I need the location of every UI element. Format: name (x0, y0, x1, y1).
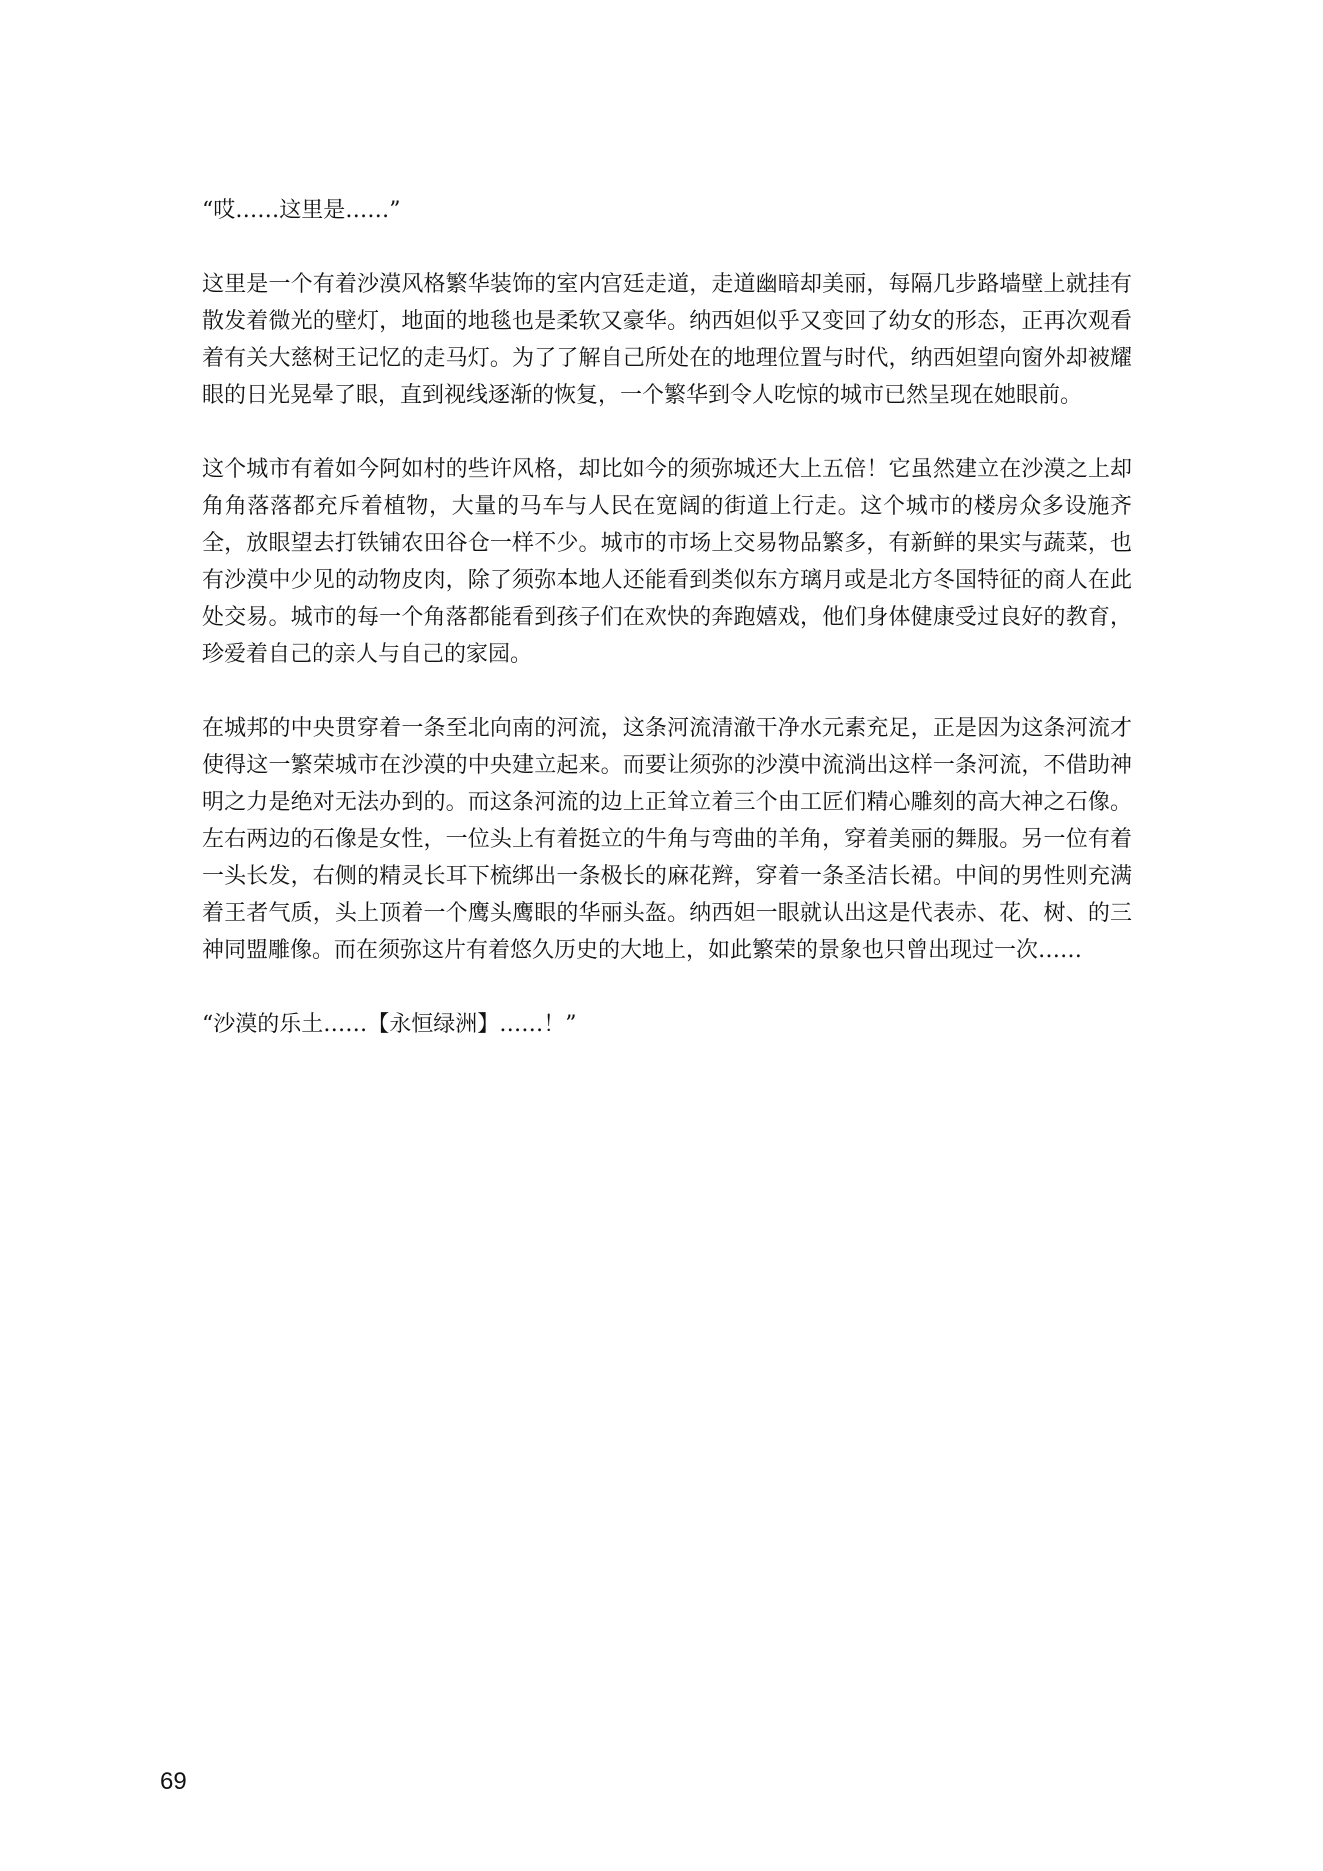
page-number: 69 (160, 1768, 187, 1795)
paragraph-dialogue-opening: “哎……这里是……” (202, 198, 401, 223)
paragraph-river-statues: 在城邦的中央贯穿着一条至北向南的河流，这条河流清澈干净水元素充足，正是因为这条河流才使得这一繁荣城市在沙漠的中央建立起来。而要让须弥的沙漠中流淌出这样一条河流，不借助神明之力是绝对无法办到的。而这条河流的边上正耸立着三个由工匠们精心雕刻的高大神之石像。左右两边的石像是女性，一位头上有着挺立的牛角与弯曲的羊角，穿着美丽的舞服。另一位有着一头长发，右侧的精灵长耳下梳绑出一条极长的麻花辫，穿着一条圣洁长裙。中间的男性则充满着王者气质，头上顶着一个鹰头鹰眼的华丽头盔。纳西妲一眼就认出这是代表赤、花、树、的三神同盟雕像。而在须弥这片有着悠久历史的大地上，如此繁荣的景象也只曾出现过一次…… (202, 716, 1132, 963)
body-text (202, 192, 1132, 1080)
paragraph-city: 这个城市有着如今阿如村的些许风格，却比如今的须弥城还大上五倍！它虽然建立在沙漠之上却角角落落都充斥着植物，大量的马车与人民在宽阔的街道上行走。这个城市的楼房众多设施齐全，放眼望去打铁铺农田谷仓一样不少。城市的市场上交易物品繁多，有新鲜的果实与蔬菜，也有沙漠中少见的动物皮肉，除了须弥本地人还能看到类似东方璃月或是北方冬国特征的商人在此处交易。城市的每一个角落都能看到孩子们在欢快的奔跑嬉戏，他们身体健康受过良好的教育，珍爱着自己的亲人与自己的家园。 (202, 457, 1132, 667)
paragraph-dialogue-closing: “沙漠的乐土……【永恒绿洲】……！” (202, 1012, 577, 1037)
paragraph-corridor: 这里是一个有着沙漠风格繁华装饰的室内宫廷走道，走道幽暗却美丽，每隔几步路墙壁上就挂有散发着微光的壁灯，地面的地毯也是柔软又豪华。纳西妲似乎又变回了幼女的形态，正再次观看着有关大慈树王记忆的走马灯。为了了解自己所处在的地理位置与时代，纳西妲望向窗外却被耀眼的日光晃晕了眼，直到视线逐渐的恢复，一个繁华到令人吃惊的城市已然呈现在她眼前。 (202, 272, 1132, 408)
